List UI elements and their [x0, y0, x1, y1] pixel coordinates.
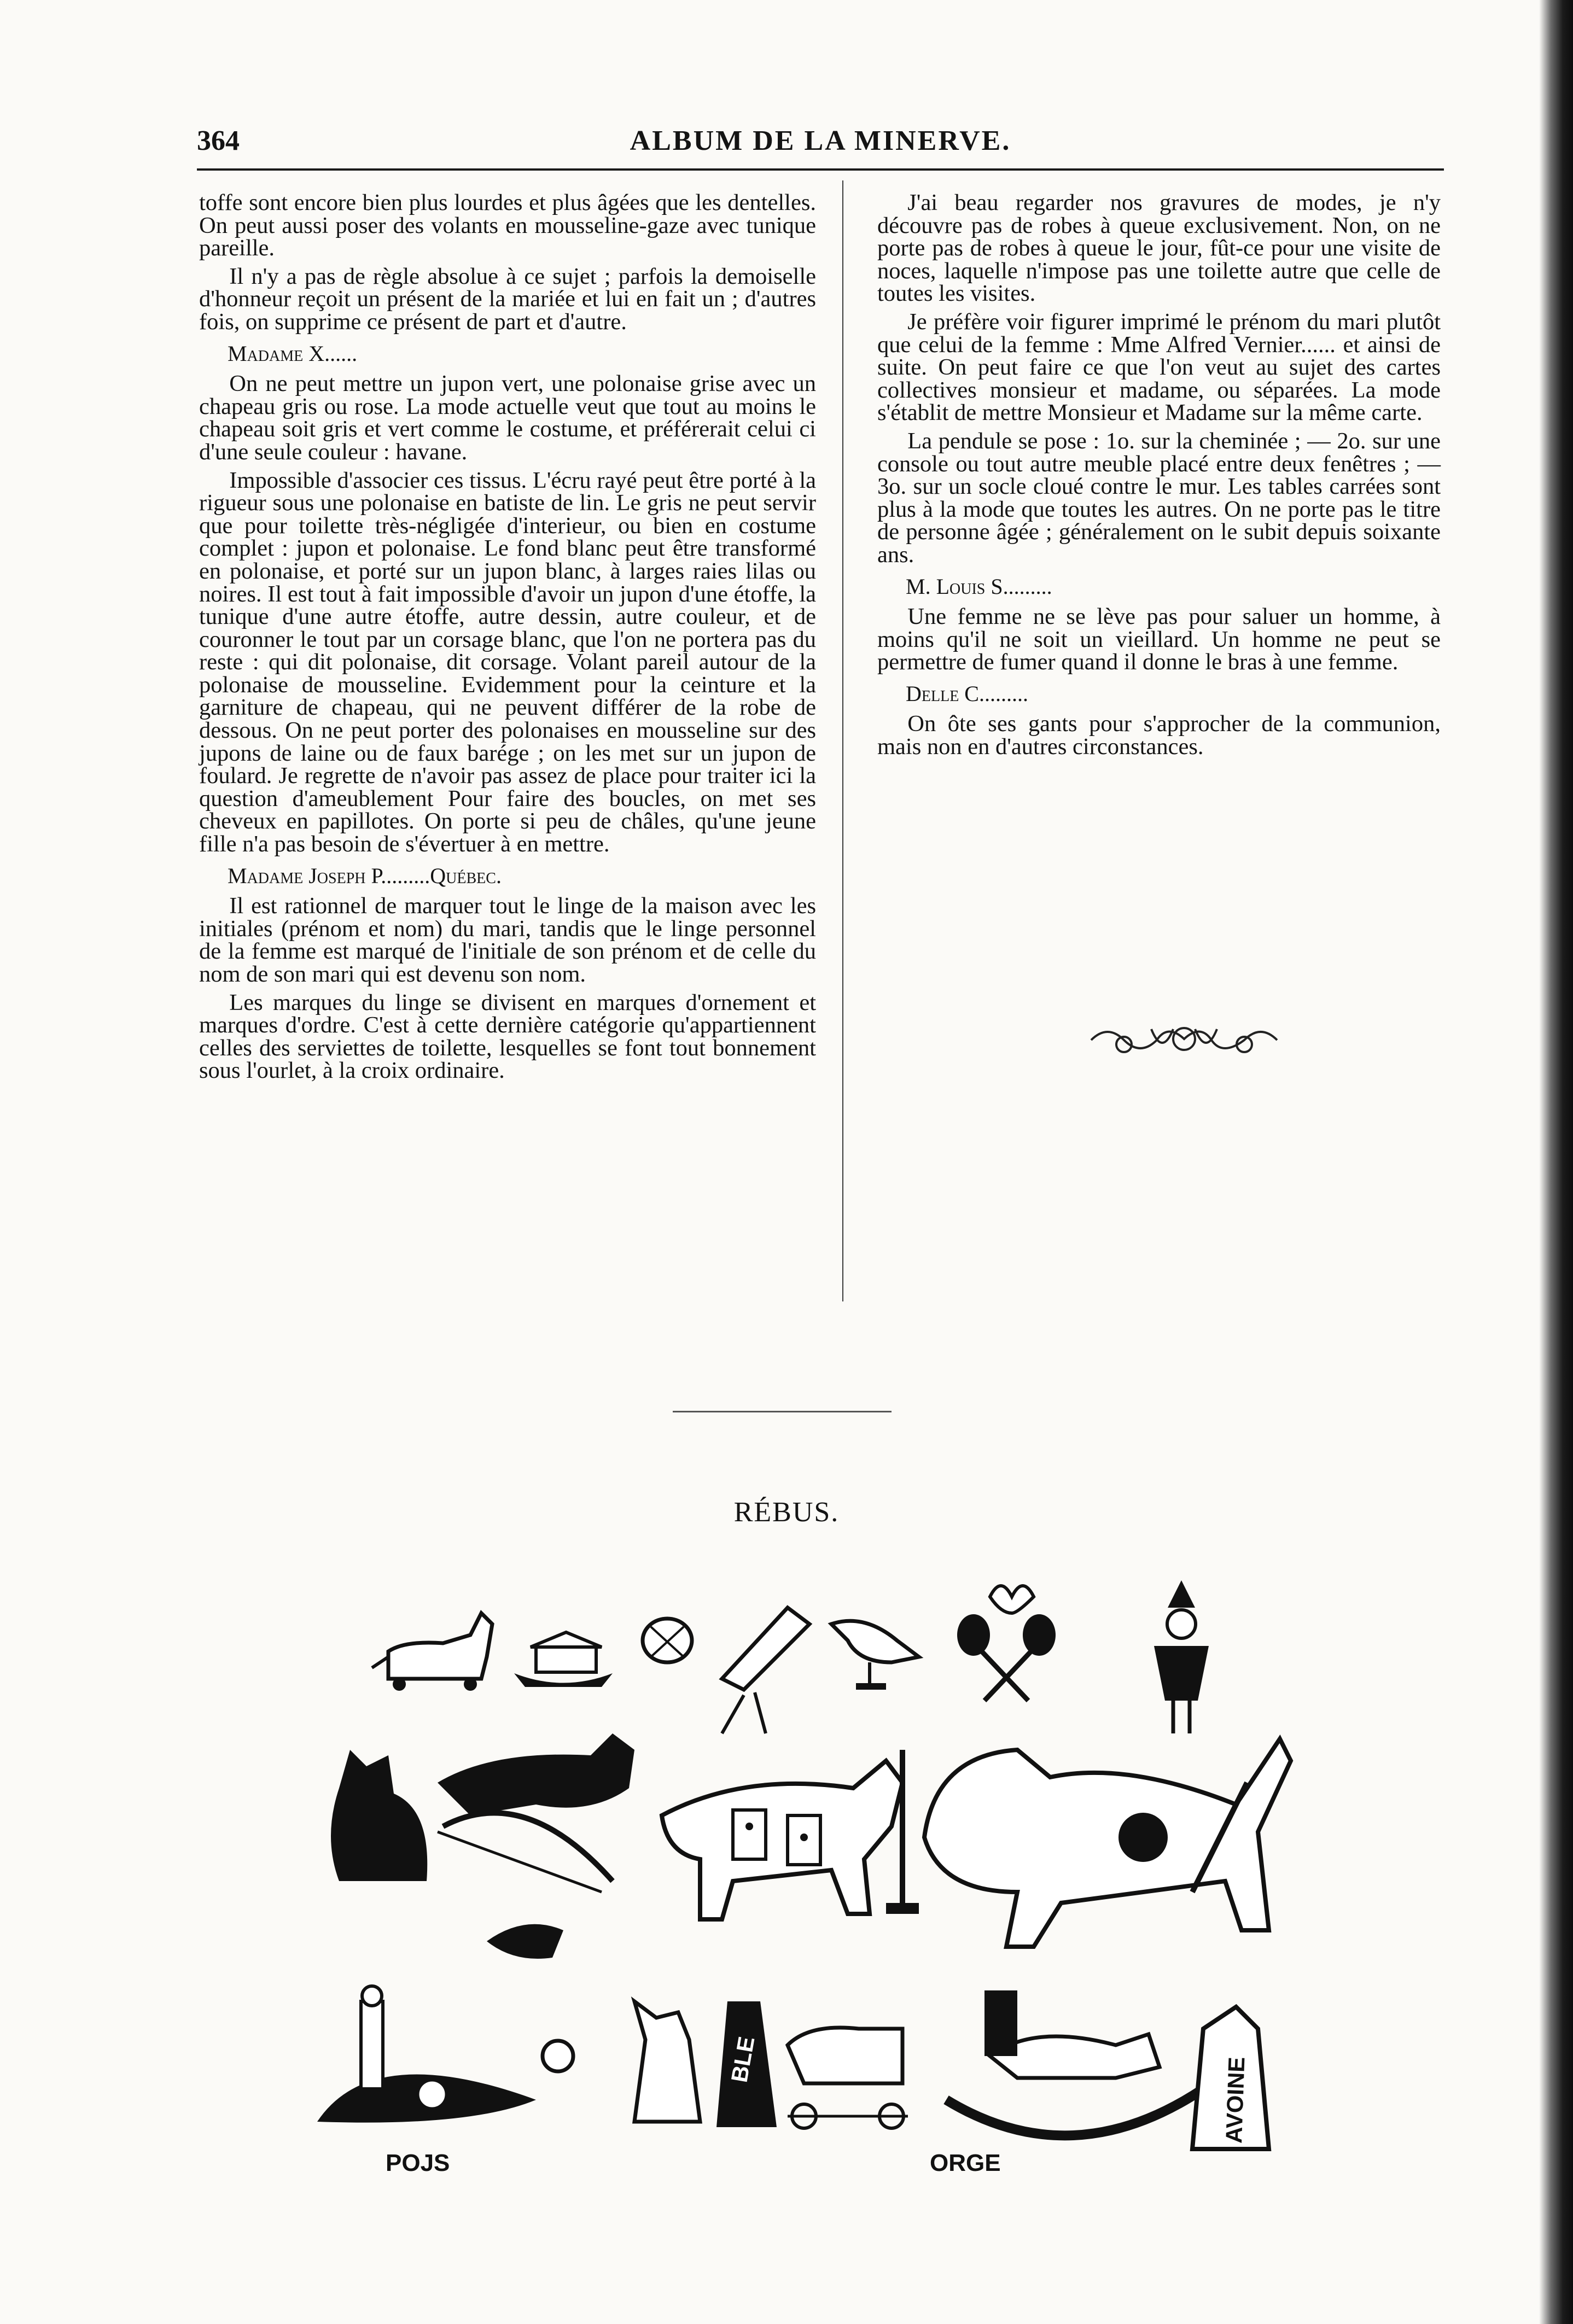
rebus-label-orge: ORGE	[930, 2150, 1001, 2176]
correspondent-heading: Madame X......	[228, 341, 358, 366]
right-column	[877, 191, 1441, 764]
paragraph: Il n'y a pas de règle absolue à ce sujet ; parfois la demoiselle d'honneur reçoit un présent de la mariée et lui en fait un ; d'autres fois, on supprime ce présent de part et d'autre.	[199, 263, 816, 335]
paragraph: Je préfère voir figurer imprimé le prénom du mari plutôt que celui de la femme : Mme Alfred Vernier...... et ainsi de suite. On peut faire ce que l'on veut au sujet des cartes collectives monsieur et madame, ou séparées. La mode s'établit de mettre Monsieur et Madame sur la même carte.	[877, 308, 1441, 426]
rebus-label-pois: POJS	[386, 2150, 450, 2176]
page-header	[197, 125, 1444, 163]
page-binding-edge	[1539, 0, 1573, 2324]
paragraph: Il est rationnel de marquer tout le linge de la maison avec les initiales (prénom et nom) du mari, tandis que le linge personnel de la femme est marqué de l'initiale de son prénom et de celle du nom de son mari qui est devenu son nom.	[199, 893, 816, 987]
rebus-label-avoine: AVOINE	[1221, 2056, 1250, 2144]
paragraph: Les marques du linge se divisent en marques d'ornement et marques d'ordre. C'est à cette dernière catégorie qu'appartiennent celles des serviettes de toilette, lesquelles se font tout bonnement sous l'ourlet, à la croix ordinaire.	[199, 989, 816, 1084]
crossed-rackets-icon	[957, 1614, 1056, 1701]
trumpet-horn-icon	[722, 1608, 809, 1733]
striped-cat-with-dominoes-icon	[662, 1761, 902, 1919]
paragraph: La pendule se pose : 1o. sur la cheminée ; — 2o. sur une console ou tout autre meuble placé entre deux fenêtres ; — 3o. sur un socle cloué contre le mur. Les tables carrées sont plus à la mode que toutes les autres. On ne porte pas le titre de personne âgée ; généralement on le subit depuis soixante ans.	[877, 428, 1441, 568]
paragraph: J'ai beau regarder nos gravures de modes, je n'y découvre pas de robes à queue exclusivement. Non, on ne porte pas de robes à queue le jour, fût-ce pour une visite de noces, laquelle n'impose pas une toilette autre que celle de toutes les visites.	[877, 190, 1441, 307]
cow-on-wheels-icon	[788, 2028, 908, 2128]
jester-puppet-icon	[1154, 1580, 1209, 1733]
left-column	[199, 191, 816, 1088]
flower-icon	[990, 1586, 1034, 1613]
decorative-ornament	[1086, 1013, 1283, 1065]
correspondent-heading: M. Louis S.........	[906, 574, 1052, 599]
bottle-on-mound-icon	[317, 1986, 536, 2123]
rocking-horse-icon	[946, 1990, 1203, 2135]
drum-icon	[643, 1619, 692, 1662]
column-divider	[842, 180, 843, 1301]
header-rule	[197, 168, 1444, 171]
page-number: 364	[197, 125, 240, 156]
large-cat-with-target-icon	[924, 1739, 1291, 1947]
rebus-illustration	[306, 1575, 1400, 2187]
correspondent-heading: Delle C.........	[906, 681, 1028, 706]
paragraph: toffe sont encore bien plus lourdes et plus âgées que les dentelles. On peut aussi poser des volants en mousseline-gaze avec tunique pareille.	[199, 190, 816, 261]
black-cat-sitting-icon	[331, 1750, 427, 1881]
rebus-label-ble: BLE	[726, 2034, 760, 2084]
small-dog-on-wheels-icon	[372, 1613, 492, 1691]
section-separator	[673, 1411, 892, 1412]
cat-with-bow-icon	[438, 1733, 634, 1892]
noahs-ark-icon	[514, 1632, 613, 1687]
bird-icon	[831, 1621, 919, 1690]
paragraph: On ne peut mettre un jupon vert, une polonaise grise avec un chapeau gris ou rose. La mode actuelle veut que tout au moins le chapeau soit gris et vert comme le costume, et préférerait celui ci d'une seule couleur : havane.	[199, 371, 816, 465]
paragraph: Impossible d'associer ces tissus. L'écru rayé peut être porté à la rigueur sous une polonaise en batiste de lin. Le gris ne peut servir que pour toilette très-négligée d'interieur, ou bien en costume complet : jupon et polonaise. Le fond blanc peut être transformé en polonaise, et porté sur un jupon blanc, à larges raies lilas ou noires. Il est tout à fait impossible d'avoir un jupon d'une étoffe, la tunique d'une autre étoffe, autre dessin, autre couleur, et de couronner le tout par un corsage blanc, que l'on ne portera pas du reste : qui dit polonaise, dit corsage. Volant pareil autour de la polonaise de mousseline. Evidemment pour la ceinture et la garniture de chapeau, qui ne peuvent différer de la robe de dessous. On ne peut porter des polonaises en mousseline sur des jupons de laine ou de faux barége ; on les met sur un jupon de foulard. Je regrette de n'avoir pas assez de place pour traiter ici la question d'ameublement Pour faire des boucles, on met ses cheveux en papillotes. On porte si peu de châles, qu'une jeune fille n'a pas besoin de s'évertuer à en mettre.	[199, 467, 816, 857]
paragraph: Une femme ne se lève pas pour saluer un homme, à moins qu'il ne soit un vieillard. Un homme ne peut se permettre de fumer quand il donne le bras à une femme.	[877, 604, 1441, 675]
running-title: ALBUM DE LA MINERVE.	[630, 125, 1011, 156]
small-black-animal-icon	[487, 1924, 563, 1959]
rebus-title: RÉBUS.	[733, 1497, 840, 1528]
paragraph: On ôte ses gants pour s'approcher de la communion, mais non en d'autres circonstances.	[877, 711, 1441, 760]
correspondent-heading: Madame Joseph P.........Québec.	[228, 863, 502, 888]
seated-cat-icon	[634, 2001, 700, 2122]
spinning-top-icon	[543, 2041, 573, 2071]
